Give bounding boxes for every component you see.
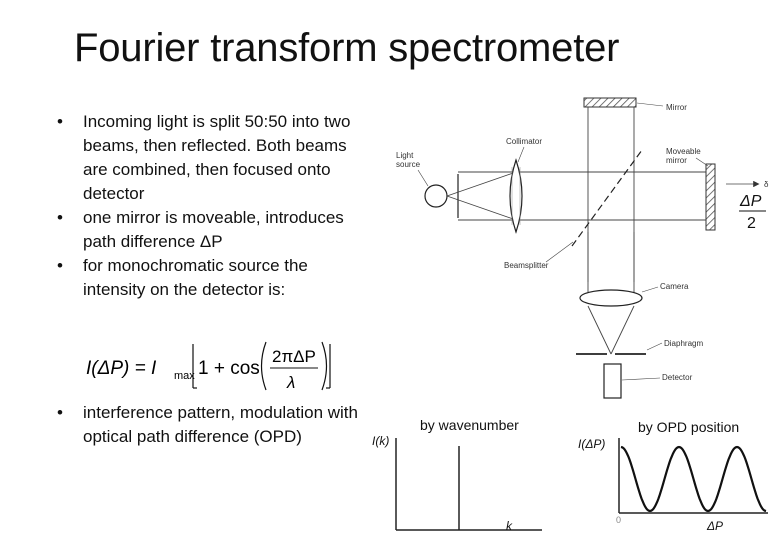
spectrometer-diagram [366,92,780,540]
label-light-1: Light [396,151,414,160]
label-beamsplitter: Beamsplitter [504,261,549,270]
equation-one-plus-cos: 1 + cos [198,358,260,379]
label-camera: Camera [660,282,689,291]
bullet-list-bottom [52,401,364,449]
left-plot-xlabel: k [506,519,512,533]
label-light-2: source [396,160,421,169]
bullet-item: • Incoming light is split 50:50 into two beams, then reflected. Both beams are combined, then focused onto detector [52,110,364,206]
beamsplitter [572,150,642,246]
equation-subscript: max [174,370,195,382]
slide-title: Fourier transform spectrometer [74,26,620,70]
light-source [425,185,447,207]
right-plot-title: by OPD position [638,419,740,435]
label-half-path-den: 2 [747,215,756,232]
label-collimator: Collimator [506,137,543,146]
bullet-item: • one mirror is moveable, introduces path difference ΔP [52,206,364,254]
label-half-path-num: ΔP [740,193,762,210]
left-plot-ylabel: I(k) [372,434,390,448]
bullet-list [52,110,364,302]
equation-denominator: λ [287,373,296,392]
label-detector: Detector [662,373,693,382]
detector [604,364,621,398]
bullet-item: • interference pattern, modulation with optical path difference (OPD) [52,401,364,449]
label-mirror: Mirror [666,103,687,112]
equation-numerator: 2πΔP [272,347,316,366]
left-plot-title: by wavenumber [420,417,519,433]
bullet-item: • for monochromatic source the intensity on the detector is: [52,254,364,302]
camera-lens [580,290,642,306]
fixed-mirror [584,98,636,107]
right-plot-xlabel: ΔP [707,519,724,533]
label-moveable-1: Moveable [666,147,701,156]
interferogram-curve [621,447,766,511]
label-moveable-2: mirror [666,156,687,165]
label-delta: δ [764,180,769,189]
moveable-mirror [706,164,715,230]
label-diaphragm: Diaphragm [664,339,704,348]
right-plot-origin: 0 [616,515,622,525]
intensity-equation [86,338,346,394]
equation-lhs: I(ΔP) = I [86,358,157,379]
right-plot-ylabel: I(ΔP) [578,437,606,451]
